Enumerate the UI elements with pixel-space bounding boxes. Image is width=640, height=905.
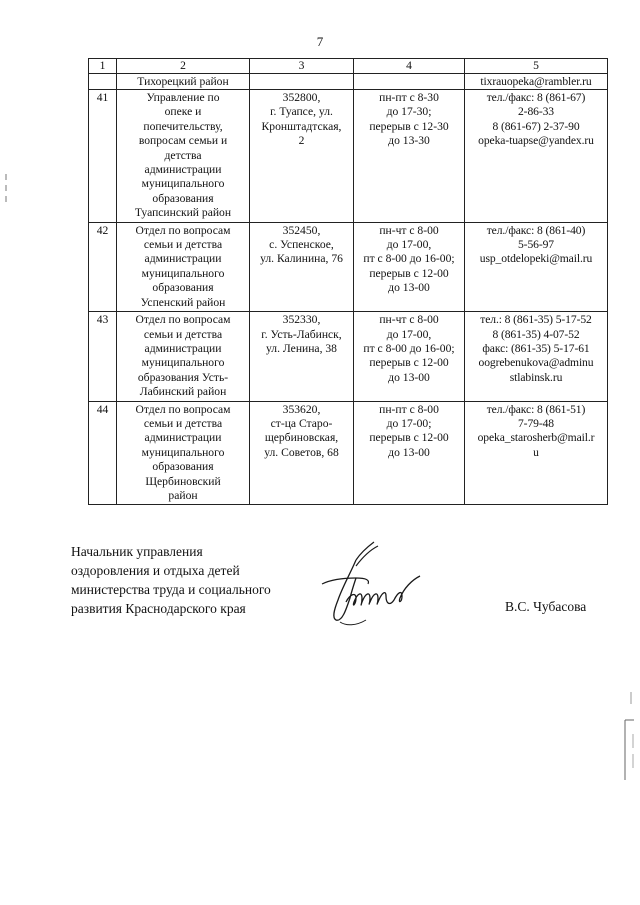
header-cell: 3 [250, 59, 354, 74]
district-row [89, 74, 608, 90]
cell-text-line: 2 [298, 134, 305, 148]
cell-text-line: Управление по [146, 91, 220, 104]
table-row [89, 401, 608, 505]
cell-text-line: 5-56-97 [517, 238, 554, 252]
address-cell [250, 401, 354, 505]
header-cell: 2 [117, 59, 250, 74]
working-hours-cell [354, 312, 465, 401]
address-cell [250, 312, 354, 401]
cell-text-line: перерыв с 12-00 [369, 266, 449, 280]
working-hours-cell [354, 222, 465, 311]
cell-text-line: перерыв с 12-00 [369, 431, 449, 445]
signatory-title [71, 542, 271, 618]
cell-text-line: муниципального [141, 445, 225, 459]
cell-text-line: 7-79-48 [517, 416, 554, 430]
cell-text-line: до 13-00 [388, 370, 430, 384]
district-number-cell [89, 74, 117, 90]
cell-text-line: пн-чт с 8-00 [379, 313, 439, 327]
cell-text-line: 352330, [282, 313, 321, 327]
address-cell [250, 90, 354, 223]
cell-text-line: администрации [144, 163, 222, 177]
agency-name-cell [117, 90, 250, 223]
cell-text-line: вопросам семьи и [138, 134, 228, 148]
cell-text-line: до 17-00, [386, 327, 432, 341]
working-hours-cell [354, 401, 465, 505]
cell-text-line: Туапсинский район [134, 206, 232, 220]
handwritten-signature [316, 540, 426, 628]
cell-text-line: перерыв с 12-00 [369, 356, 449, 370]
cell-text-line: тел.: 8 (861-35) 5-17-52 [480, 313, 592, 327]
cell-text-line: ст-ца Старо- [270, 416, 333, 430]
cell-text-line: ул. Советов, 68 [264, 445, 339, 459]
cell-text-line: Успенский район [140, 295, 226, 309]
signature-block [0, 536, 640, 636]
cell-text-line: до 17-00, [386, 238, 432, 252]
cell-text-line: Щербиновский [145, 474, 221, 488]
cell-text-line: тел./факс: 8 (861-40) [486, 223, 586, 237]
cell-text-line: Кронштадтская, [261, 119, 342, 133]
working-hours-cell [354, 90, 465, 223]
cell-text-line: пн-пт с 8-30 [379, 91, 439, 104]
header-cell: 5 [465, 59, 608, 74]
table-row [89, 312, 608, 401]
page-number: 7 [316, 34, 324, 49]
cell-text-line: муниципального [141, 177, 225, 191]
cell-text-line: Лабинский район [139, 385, 227, 399]
cell-text-line: муниципального [141, 356, 225, 370]
district-hours-cell [354, 74, 465, 90]
cell-text-line: опеке и [164, 105, 202, 119]
cell-text-line: образования [152, 281, 214, 295]
signatory-title-line: министерства труда и социального [71, 582, 271, 597]
cell-text-line: 2-86-33 [517, 105, 554, 119]
address-cell [250, 222, 354, 311]
cell-text-line: Отдел по вопросам [135, 402, 231, 416]
cell-text-line: ул. Ленина, 38 [266, 341, 337, 355]
agency-name-cell [117, 401, 250, 505]
signatory-title-line: развития Краснодарского края [71, 601, 246, 616]
cell-text-line: г. Туапсе, ул. [270, 105, 333, 119]
cell-text-line: 352450, [282, 223, 321, 237]
scan-edge-mark [622, 690, 638, 790]
signatory-title-line: оздоровления и отдыха детей [71, 563, 240, 578]
district-address-cell [250, 74, 354, 90]
cell-text-line: семьи и детства [143, 238, 223, 252]
cell-text-line: usp_otdelopeki@mail.ru [479, 252, 593, 266]
signatory-name: В.С. Чубасова [505, 599, 587, 614]
cell-text-line: до 17-30; [386, 105, 432, 119]
cell-text-line: администрации [144, 431, 222, 445]
district-name-cell: Тихорецкий район [117, 74, 250, 90]
contacts-cell [465, 401, 608, 505]
cell-text-line: пн-пт с 8-00 [379, 402, 439, 416]
cell-text-line: stlabinsk.ru [509, 370, 563, 384]
cell-text-line: образования [152, 460, 214, 474]
cell-text-line: до 13-00 [388, 445, 430, 459]
cell-text-line: г. Усть-Лабинск, [261, 327, 342, 341]
entry-number-cell: 44 [89, 401, 117, 505]
cell-text-line: тел./факс: 8 (861-67) [486, 91, 586, 104]
table-row [89, 90, 608, 223]
entry-number-cell: 42 [89, 222, 117, 311]
cell-text-line: opeka_starosherb@mail.r [477, 431, 595, 445]
cell-text-line: oogrebenukova@adminu [478, 356, 594, 370]
cell-text-line: пт с 8-00 до 16-00; [363, 341, 455, 355]
cell-text-line: муниципального [141, 266, 225, 280]
cell-text-line: ул. Калинина, 76 [260, 252, 343, 266]
entry-number-cell: 43 [89, 312, 117, 401]
header-cell: 1 [89, 59, 117, 74]
cell-text-line: 353620, [282, 402, 321, 416]
cell-text-line: администрации [144, 341, 222, 355]
cell-text-line: администрации [144, 252, 222, 266]
cell-text-line: с. Успенское, [269, 238, 334, 252]
cell-text-line: факс: (861-35) 5-17-61 [482, 341, 590, 355]
cell-text-line: попечительству, [143, 119, 223, 133]
cell-text-line: район [168, 488, 198, 502]
district-email-cell: tixrauopeka@rambler.ru [465, 74, 608, 90]
cell-text-line: u [533, 445, 539, 459]
signatory-title-line: Начальник управления [71, 544, 203, 559]
header-cell: 4 [354, 59, 465, 74]
cell-text-line: тел./факс: 8 (861-51) [486, 402, 586, 416]
cell-text-line: до 13-00 [388, 281, 430, 295]
contacts-cell [465, 90, 608, 223]
cell-text-line: 352800, [282, 91, 321, 104]
table-header-row [89, 59, 608, 74]
cell-text-line: щербиновская, [264, 431, 339, 445]
entry-number-cell: 41 [89, 90, 117, 223]
cell-text-line: 8 (861-67) 2-37-90 [492, 119, 580, 133]
agency-name-cell [117, 222, 250, 311]
cell-text-line: Отдел по вопросам [135, 313, 231, 327]
cell-text-line: перерыв с 12-30 [369, 119, 449, 133]
cell-text-line: пт с 8-00 до 16-00; [363, 252, 455, 266]
contacts-cell [465, 312, 608, 401]
guardianship-registry-table [88, 58, 608, 505]
cell-text-line: opeka-tuapse@yandex.ru [478, 134, 594, 148]
cell-text-line: детства [164, 148, 202, 162]
agency-name-cell [117, 312, 250, 401]
cell-text-line: Отдел по вопросам [135, 223, 231, 237]
cell-text-line: семьи и детства [143, 327, 223, 341]
cell-text-line: пн-чт с 8-00 [379, 223, 439, 237]
contacts-cell [465, 222, 608, 311]
cell-text-line: до 17-00; [386, 416, 432, 430]
cell-text-line: до 13-30 [388, 134, 430, 148]
cell-text-line: образования Усть- [137, 370, 229, 384]
cell-text-line: семьи и детства [143, 416, 223, 430]
binding-mark-left [0, 170, 12, 210]
table-row [89, 222, 608, 311]
cell-text-line: 8 (861-35) 4-07-52 [492, 327, 580, 341]
cell-text-line: образования [152, 191, 214, 205]
